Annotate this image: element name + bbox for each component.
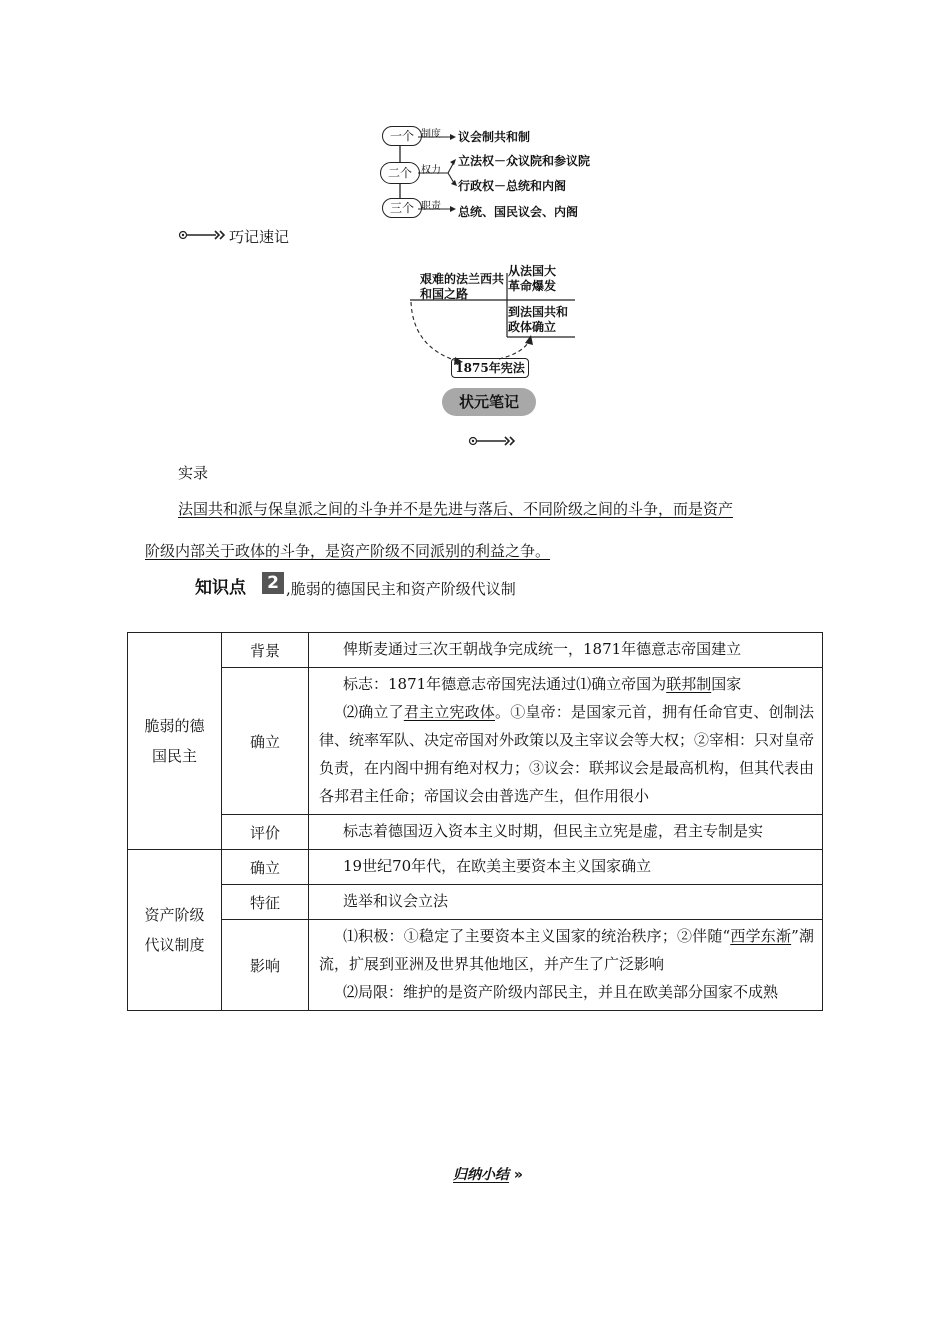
- constitutional-monarchy-term: 君主立宪政体: [403, 703, 495, 721]
- influence-para-1: [319, 922, 814, 978]
- record-label: 实录: [178, 464, 209, 482]
- label-features: 特征: [222, 885, 309, 920]
- label-background: 背景: [222, 633, 309, 668]
- summary-text: 归纳小结: [453, 1167, 509, 1183]
- establish-para-1: [319, 670, 814, 698]
- knowledge-number: 2: [262, 572, 284, 594]
- diagram-node-1: 一个: [382, 126, 422, 146]
- text-establish: [309, 668, 823, 815]
- text-influence: [309, 920, 823, 1011]
- establish-para-2: [319, 698, 814, 810]
- infl-p1-b: ”潮流，扩展到亚洲及世界其他地区，并产生了广泛影响: [319, 927, 815, 973]
- summary-heading: [453, 1164, 523, 1184]
- record-line-2: 阶级内部关于政体的斗争，是资产阶级不同派别的利益之争。: [145, 542, 551, 560]
- label-evaluation: 评价: [222, 815, 309, 850]
- est-p2-a: ⑵确立了: [343, 703, 404, 721]
- notes-badge: 状元笔记: [442, 388, 536, 416]
- knowledge-subtitle-text: 脆弱的德国民主和资产阶级代议制: [290, 580, 516, 598]
- target-3: 行政权－总统和内阁: [458, 179, 567, 193]
- diagram2-branch2: 到法国共和政体确立: [508, 305, 569, 334]
- est-p1-a: 标志：1871年德意志帝国宪法通过⑴确立帝国为: [343, 675, 667, 693]
- influence-para-2: ⑵局限：维护的是资产阶级内部民主，并且在欧美部分国家不成熟: [343, 983, 779, 1001]
- diagram-node-2: 二个: [380, 162, 420, 184]
- target-2: 立法权－众议院和参议院: [458, 154, 591, 168]
- knowledge-table: [127, 632, 823, 1011]
- arrow-bullet-icon: [178, 228, 228, 242]
- est-p1-b: 国家: [711, 675, 742, 693]
- edge-label-3: 职责: [421, 201, 441, 212]
- edge-label-2: 权力: [421, 165, 441, 176]
- arrow-bullet-icon: [468, 434, 518, 448]
- group-german-democracy: [128, 633, 222, 850]
- group-representative-system: [128, 850, 222, 1011]
- label-influence: 影响: [222, 920, 309, 1011]
- record-line-1: 法国共和派与保皇派之间的斗争并不是先进与落后、不同阶级之间的斗争，而是资产: [178, 500, 734, 518]
- tip-title: 巧记速记: [229, 228, 290, 246]
- infl-p1-a: ⑴积极：①稳定了主要资本主义国家的统治秩序；②伴随“: [343, 927, 731, 945]
- western-learning-term: 西学东渐: [730, 927, 792, 945]
- diagram2-main: 艰难的法兰西共和国之路: [420, 272, 505, 301]
- est-p2-b: 。①皇帝：是国家元首，拥有任命官吏、创制法律、统率军队、决定帝国对外政策以及主宰议会等大权；②宰相：只对皇帝负责，在内阁中拥有绝对权力；③议会：联邦议会是最高机构，但其代表由各邦君主任命；帝国议会由普选产生，但作用很小: [319, 703, 815, 805]
- edge-label-1: 制度: [421, 129, 441, 140]
- target-1: 议会制共和制: [458, 130, 531, 144]
- text-establish-2: 19世纪70年代，在欧美主要资本主义国家确立: [309, 850, 823, 885]
- federal-system-term: 联邦制: [666, 675, 712, 693]
- target-4: 总统、国民议会、内阁: [458, 205, 579, 219]
- knowledge-title: 知识点: [195, 578, 246, 598]
- knowledge-subtitle: ,脆弱的德国民主和资产阶级代议制: [286, 580, 516, 598]
- group2-text: 资产阶级代议制度: [144, 906, 205, 954]
- text-background: 俾斯麦通过三次王朝战争完成统一，1871年德意志帝国建立: [309, 633, 823, 668]
- label-establish-2: 确立: [222, 850, 309, 885]
- double-chevron-icon: »: [509, 1167, 523, 1183]
- diagram2-bottom: 1875年宪法: [451, 358, 529, 378]
- diagram-node-3: 三个: [382, 198, 422, 218]
- group1-text: 脆弱的德国民主: [144, 717, 205, 765]
- text-evaluation: 标志着德国迈入资本主义时期，但民主立宪是虚，君主专制是实: [309, 815, 823, 850]
- label-establish: 确立: [222, 668, 309, 815]
- text-features: 选举和议会立法: [309, 885, 823, 920]
- diagram2-branch1: 从法国大革命爆发: [508, 264, 557, 293]
